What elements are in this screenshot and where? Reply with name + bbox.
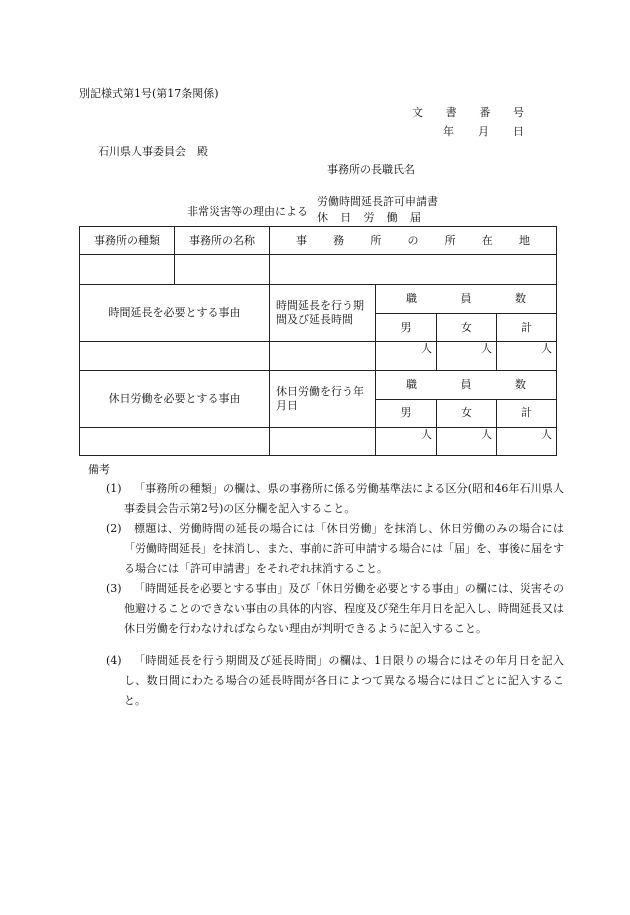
holiday-total-count[interactable]: 人 xyxy=(497,427,557,455)
doc-number-char: 書 xyxy=(445,106,457,119)
holiday-female-count[interactable]: 人 xyxy=(437,427,497,455)
total-header: 計 xyxy=(497,314,557,342)
address-char: の xyxy=(407,233,419,247)
holiday-date-field[interactable] xyxy=(270,427,376,455)
header-office-type: 事務所の種類 xyxy=(80,227,175,255)
remark-number: (3) xyxy=(106,582,122,595)
form-code: 別記様式第1号(第17条関係) xyxy=(79,87,219,100)
remark-text: 「時間延長を必要とする事由」及び「休日労働を必要とする事由」の欄には、災害その他避けることのできない事由の具体的内容、程度及び発生年月日を記入し、時間延長又は休日労働を行わなければならない理由が判明できるように記入すること。 xyxy=(124,582,564,635)
female-header: 女 xyxy=(437,399,497,427)
overtime-total-count[interactable]: 人 xyxy=(497,342,557,370)
header-office-address xyxy=(270,227,557,255)
remark-number: (1) xyxy=(106,482,122,495)
addressee: 石川県人事委員会 殿 xyxy=(98,145,208,158)
male-header: 男 xyxy=(376,399,437,427)
title-char: 日 xyxy=(340,211,352,224)
remark-number: (4) xyxy=(106,654,122,667)
date-label xyxy=(443,123,524,139)
remark-item xyxy=(94,579,564,651)
staff-count-header xyxy=(376,285,557,314)
staff-char: 数 xyxy=(515,292,526,306)
male-header: 男 xyxy=(376,314,437,342)
office-head-name: 事務所の長職氏名 xyxy=(327,163,415,176)
title-line-holiday xyxy=(317,209,421,225)
title-char: 休 xyxy=(317,211,328,224)
staff-char: 員 xyxy=(460,292,472,306)
title-char: 働 xyxy=(386,211,398,224)
overtime-reason-label: 時間延長を必要とする事由 xyxy=(80,285,270,342)
office-address-field[interactable] xyxy=(270,255,557,285)
doc-number-char: 番 xyxy=(479,106,491,119)
holiday-male-count[interactable]: 人 xyxy=(376,427,437,455)
holiday-date-label: 休日労働を行う年月日 xyxy=(270,370,376,427)
remark-text: 「事務所の種類」の欄は、県の事務所に係る労働基準法による区分(昭和46年石川県人事委員会告示第2号)の区分欄を記入すること。 xyxy=(124,482,564,515)
title-prefix: 非常災害等の理由による xyxy=(187,205,308,218)
title-char: 労 xyxy=(363,211,375,224)
office-name-field[interactable] xyxy=(175,255,270,285)
remarks-heading: 備考 xyxy=(88,463,110,476)
address-char: 事 xyxy=(296,233,307,247)
remark-item xyxy=(94,651,564,711)
overtime-period-field[interactable] xyxy=(270,342,376,370)
staff-char: 職 xyxy=(406,377,417,391)
header-office-name: 事務所の名称 xyxy=(175,227,270,255)
address-char: 所 xyxy=(444,233,456,247)
staff-char: 員 xyxy=(460,377,472,391)
remark-item xyxy=(94,479,564,519)
title-line-overtime: 労働時間延長許可申請書 xyxy=(317,195,438,208)
address-char: 務 xyxy=(333,233,345,247)
date-month: 月 xyxy=(478,125,489,138)
remark-item xyxy=(94,519,564,579)
title-char: 届 xyxy=(410,211,421,224)
remark-number: (2) xyxy=(106,522,122,535)
staff-count-header xyxy=(376,370,557,399)
doc-number-char: 号 xyxy=(512,106,524,119)
date-day: 日 xyxy=(513,125,524,138)
staff-char: 職 xyxy=(406,292,417,306)
overtime-female-count[interactable]: 人 xyxy=(437,342,497,370)
overtime-male-count[interactable]: 人 xyxy=(376,342,437,370)
address-char: 在 xyxy=(481,233,493,247)
staff-char: 数 xyxy=(515,377,526,391)
total-header: 計 xyxy=(497,399,557,427)
holiday-reason-label: 休日労働を必要とする事由 xyxy=(80,370,270,427)
holiday-reason-field[interactable] xyxy=(80,427,270,455)
female-header: 女 xyxy=(437,314,497,342)
date-year: 年 xyxy=(443,125,454,138)
overtime-reason-field[interactable] xyxy=(80,342,270,370)
doc-number-char: 文 xyxy=(412,106,423,119)
document-number-label xyxy=(412,104,524,120)
address-char: 地 xyxy=(518,233,530,247)
application-table xyxy=(79,226,557,456)
office-type-field[interactable] xyxy=(80,255,175,285)
overtime-period-label: 時間延長を行う期間及び延長時間 xyxy=(270,285,376,342)
address-char: 所 xyxy=(370,233,382,247)
remark-text: 標題は、労働時間の延長の場合には「休日労働」を抹消し、休日労働のみの場合には「労働時間延長」を抹消し、また、事前に許可申請する場合には「届」を、事後に届をする場合には「許可申請書」をそれぞれ抹消すること。 xyxy=(124,522,564,575)
remark-text: 「時間延長を行う期間及び延長時間」の欄は、1日限りの場合にはその年月日を記入し、数日間にわたる場合の延長時間が各日によつて異なる場合には日ごとに記入すること。 xyxy=(124,654,564,707)
